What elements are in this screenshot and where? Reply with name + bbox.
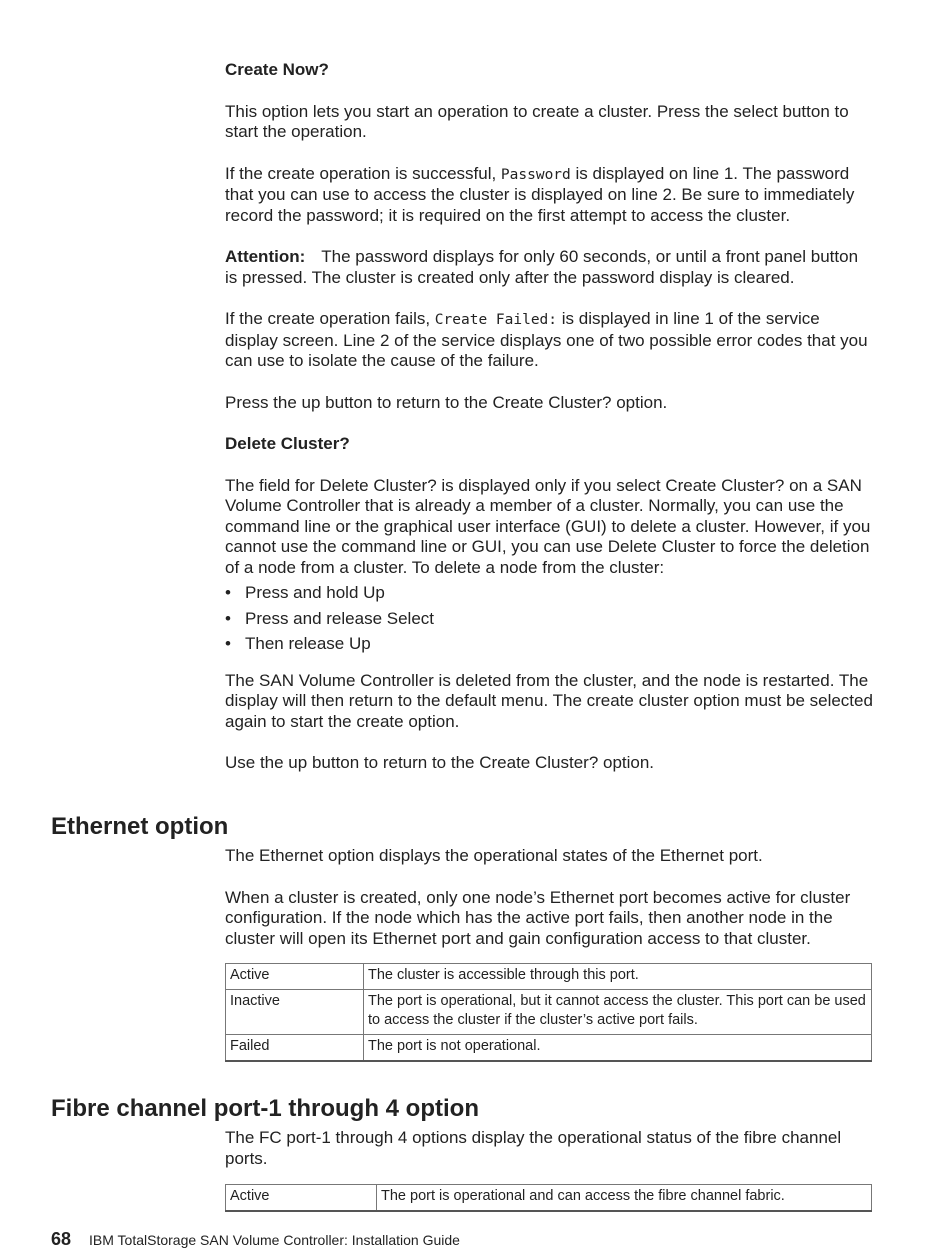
fibre-channel-section (225, 1128, 873, 1169)
table-row (226, 990, 872, 1035)
description-cell: The cluster is accessible through this port. (364, 964, 872, 990)
description-cell: The port is not operational. (364, 1035, 872, 1062)
table-row (226, 964, 872, 990)
list-item: • Then release Up (225, 634, 371, 653)
page-number: 68 (51, 1229, 72, 1249)
delete-return-note: Use the up button to return to the Create Cluster? option. (225, 753, 655, 772)
create-now-section (225, 60, 873, 774)
create-success-text-after: is displayed on line 1. The password that you can use to access the cluster is displayed on line 2. Be sure to immediately record the password; it is required on the first attempt to access the cluster. (225, 163, 855, 225)
password-code: Password (500, 166, 571, 183)
attention-note (225, 247, 873, 288)
delete-steps-list (225, 583, 873, 655)
book-title: IBM TotalStorage SAN Volume Controller: Installation Guide (89, 1232, 460, 1248)
create-failed-code: Create Failed: (434, 312, 558, 328)
attention-text: The password displays for only 60 seconds, or until a front panel button is pressed. The cluster is created only after the password display is cleared. (225, 247, 859, 287)
delete-result-paragraph: The SAN Volume Controller is deleted from the cluster, and the node is restarted. The display will then return to the default menu. The create cluster option must be selected again to start the create option. (225, 670, 873, 731)
ethernet-section (225, 846, 873, 949)
delete-cluster-heading: Delete Cluster? (225, 434, 350, 453)
fibre-channel-intro: The FC port-1 through 4 options display the operational status of the fibre channel ports. (225, 1128, 842, 1168)
state-cell: Active (226, 964, 364, 990)
table-row (226, 1035, 872, 1062)
ethernet-details: When a cluster is created, only one node’s Ethernet port becomes active for cluster configuration. If the node which has the active port fails, then another node in the cluster will open its Ethernet port and gain configuration access to that cluster. (225, 887, 851, 948)
create-return-note: Press the up button to return to the Create Cluster? option. (225, 392, 668, 412)
create-failed-paragraph (225, 309, 873, 372)
state-cell: Failed (226, 1035, 364, 1062)
description-cell: The port is operational and can access the fibre channel fabric. (377, 1185, 872, 1212)
create-success-paragraph (225, 164, 873, 227)
bullet-icon: • (225, 634, 231, 653)
page-footer (51, 1229, 460, 1250)
state-cell: Inactive (226, 990, 364, 1035)
create-failed-text-after: is displayed in line 1 of the service display screen. Line 2 of the service displays one of two possible error codes that you can use to isolate the cause of the failure. (225, 309, 868, 370)
description-cell: The port is operational, but it cannot access the cluster. This port can be used to access the cluster if the cluster’s active port fails. (364, 990, 872, 1035)
list-item: • Press and release Select (225, 608, 434, 628)
bullet-icon: • (225, 583, 231, 602)
create-success-text-before: If the create operation is successful, (225, 163, 501, 183)
ethernet-state-table (225, 963, 872, 1062)
create-now-intro: This option lets you start an operation to create a cluster. Press the select button to start the operation. (225, 101, 849, 141)
create-failed-text-before: If the create operation fails, (225, 309, 435, 328)
state-cell: Active (226, 1185, 377, 1212)
delete-cluster-intro: The field for Delete Cluster? is displayed only if you select Create Cluster? on a SAN Volume Controller that is already a member of a cluster. Normally, you can use the command line or the graphical user interface (GUI) to delete a cluster. However, if you cannot use the command line or GUI, you can use Delete Cluster to force the deletion of a node from a cluster. To delete a node from the cluster: (225, 475, 871, 577)
attention-label: Attention: (225, 247, 306, 266)
ethernet-intro: The Ethernet option displays the operational states of the Ethernet port. (225, 846, 763, 865)
create-now-heading: Create Now? (225, 60, 329, 79)
list-item: • Press and hold Up (225, 583, 385, 602)
fibre-channel-state-table (225, 1184, 872, 1212)
bullet-icon: • (225, 608, 231, 628)
table-row (226, 1185, 872, 1212)
fibre-channel-heading: Fibre channel port-1 through 4 option (51, 1095, 479, 1122)
ethernet-heading: Ethernet option (51, 813, 229, 840)
